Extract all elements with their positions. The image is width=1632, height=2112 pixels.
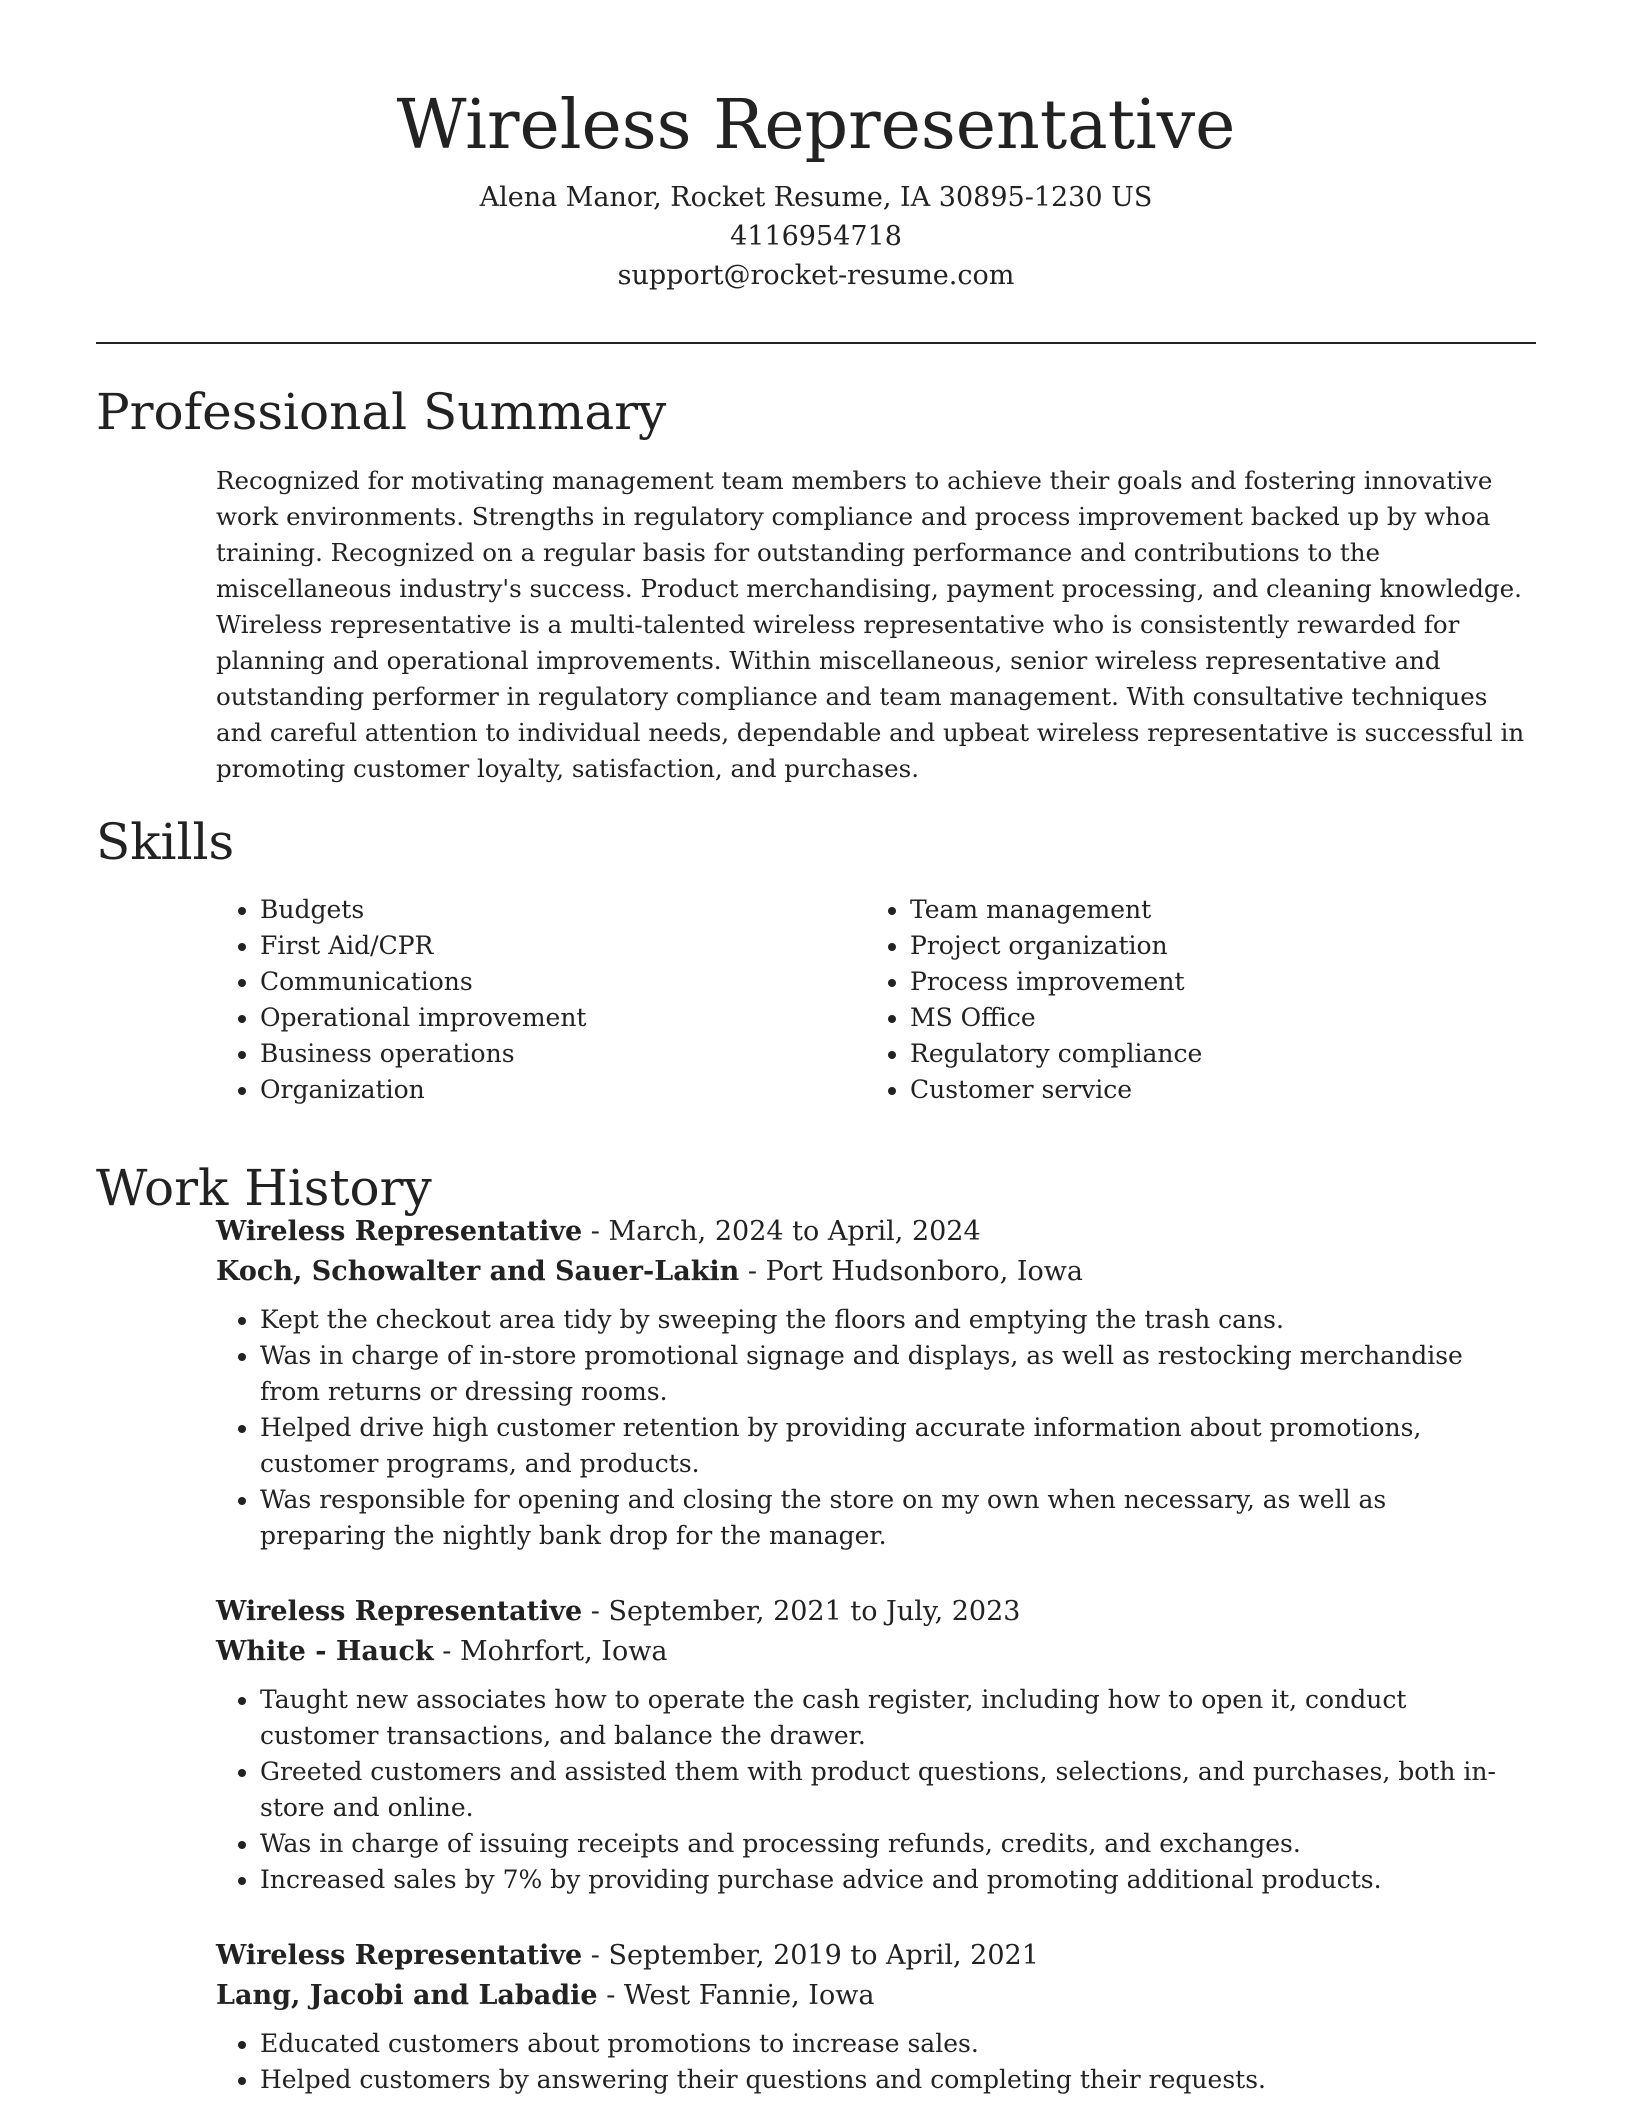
job-dates: - September, 2019 to April, 2021 (582, 1940, 1039, 1971)
section-title-skills: Skills (96, 813, 235, 871)
skill-item: • Organization (260, 1072, 866, 1108)
skill-item: • Team management (910, 892, 1516, 928)
skill-item: • Customer service (910, 1072, 1516, 1108)
skill-item: • Budgets (260, 892, 866, 928)
section-title-work: Work History (96, 1159, 432, 1217)
job-entry (216, 1212, 1536, 1554)
skill-item: • MS Office (910, 1000, 1516, 1036)
summary-text: Recognized for motivating management team members to achieve their goals and fostering innovative work environments. Strengths in regulatory compliance and process improvement backed up by whoa training. Recognized on a regular basis for outstanding performance and contributions to the miscellaneous industry's success. Product merchandising, payment processing, and cleaning knowledge. Wireless representative is a multi-talented wireless representative who is consistently rewarded for planning and operational improvements. Within miscellaneous, senior wireless representative and outstanding performer in regulatory compliance and team management. With consultative techniques and careful attention to individual needs, dependable and upbeat wireless representative is successful in promoting customer loyalty, satisfaction, and purchases. (216, 466, 1525, 783)
skill-item: • Business operations (260, 1036, 866, 1072)
job-entry (216, 1592, 1536, 1898)
skill-item: • Communications (260, 964, 866, 1000)
skill-item: • Operational improvement (260, 1000, 866, 1036)
job-bullet: • Was in charge of issuing receipts and processing refunds, credits, and exchanges. (260, 1826, 1516, 1862)
skills-column-right (866, 892, 1516, 1108)
job-bullet: • Helped customers by answering their questions and completing their requests. (260, 2062, 1516, 2098)
job-location: - West Fannie, Iowa (597, 1980, 875, 2011)
section-title-summary: Professional Summary (96, 383, 667, 441)
job-bullets (216, 1302, 1516, 1554)
contact-address: Alena Manor, Rocket Resume, IA 30895-1230 US (479, 182, 1153, 213)
job-bullet: • Was responsible for opening and closing the store on my own when necessary, as well as preparing the nightly bank drop for the manager. (260, 1482, 1516, 1554)
job-role-line (216, 1936, 1536, 1976)
job-dates: - September, 2021 to July, 2023 (582, 1596, 1021, 1627)
job-bullet: • Increased sales by 7% by providing purchase advice and promoting additional products. (260, 1862, 1516, 1898)
job-bullet: • Kept the checkout area tidy by sweeping the floors and emptying the trash cans. (260, 1302, 1516, 1338)
skill-item: • Project organization (910, 928, 1516, 964)
job-company-line (216, 1252, 1536, 1292)
resume-header (96, 78, 1536, 295)
header-divider (96, 342, 1536, 344)
job-bullets (216, 1682, 1516, 1898)
job-dates: - March, 2024 to April, 2024 (582, 1216, 981, 1247)
job-entry (216, 1936, 1536, 2098)
skill-item: • Regulatory compliance (910, 1036, 1516, 1072)
job-company: Koch, Schowalter and Sauer-Lakin (216, 1256, 740, 1287)
job-location: - Mohrfort, Iowa (433, 1636, 668, 1667)
job-company: White - Hauck (216, 1636, 434, 1667)
job-role: Wireless Representative (216, 1596, 583, 1627)
job-company-line (216, 1976, 1536, 2016)
contact-email: support@rocket-resume.com (617, 260, 1015, 291)
skill-item: • Process improvement (910, 964, 1516, 1000)
job-role: Wireless Representative (216, 1940, 583, 1971)
job-bullet: • Taught new associates how to operate the cash register, including how to open it, conduct customer transactions, and balance the drawer. (260, 1682, 1516, 1754)
skills-column-left (216, 892, 866, 1108)
skill-item: • First Aid/CPR (260, 928, 866, 964)
job-bullet: • Greeted customers and assisted them with product questions, selections, and purchases, both in-store and online. (260, 1754, 1516, 1826)
job-bullet: • Helped drive high customer retention by providing accurate information about promotions, customer programs, and products. (260, 1410, 1516, 1482)
job-role-line (216, 1592, 1536, 1632)
job-bullet: • Was in charge of in-store promotional signage and displays, as well as restocking merchandise from returns or dressing rooms. (260, 1338, 1516, 1410)
contact-phone: 4116954718 (730, 221, 902, 252)
job-bullet: • Educated customers about promotions to increase sales. (260, 2026, 1516, 2062)
job-role-line (216, 1212, 1536, 1252)
job-location: - Port Hudsonboro, Iowa (739, 1256, 1083, 1287)
job-role: Wireless Representative (216, 1216, 583, 1247)
candidate-title: Wireless Representative (396, 86, 1236, 165)
job-bullets (216, 2026, 1516, 2098)
job-company-line (216, 1632, 1536, 1672)
skills-list (216, 892, 1536, 1108)
job-company: Lang, Jacobi and Labadie (216, 1980, 598, 2011)
